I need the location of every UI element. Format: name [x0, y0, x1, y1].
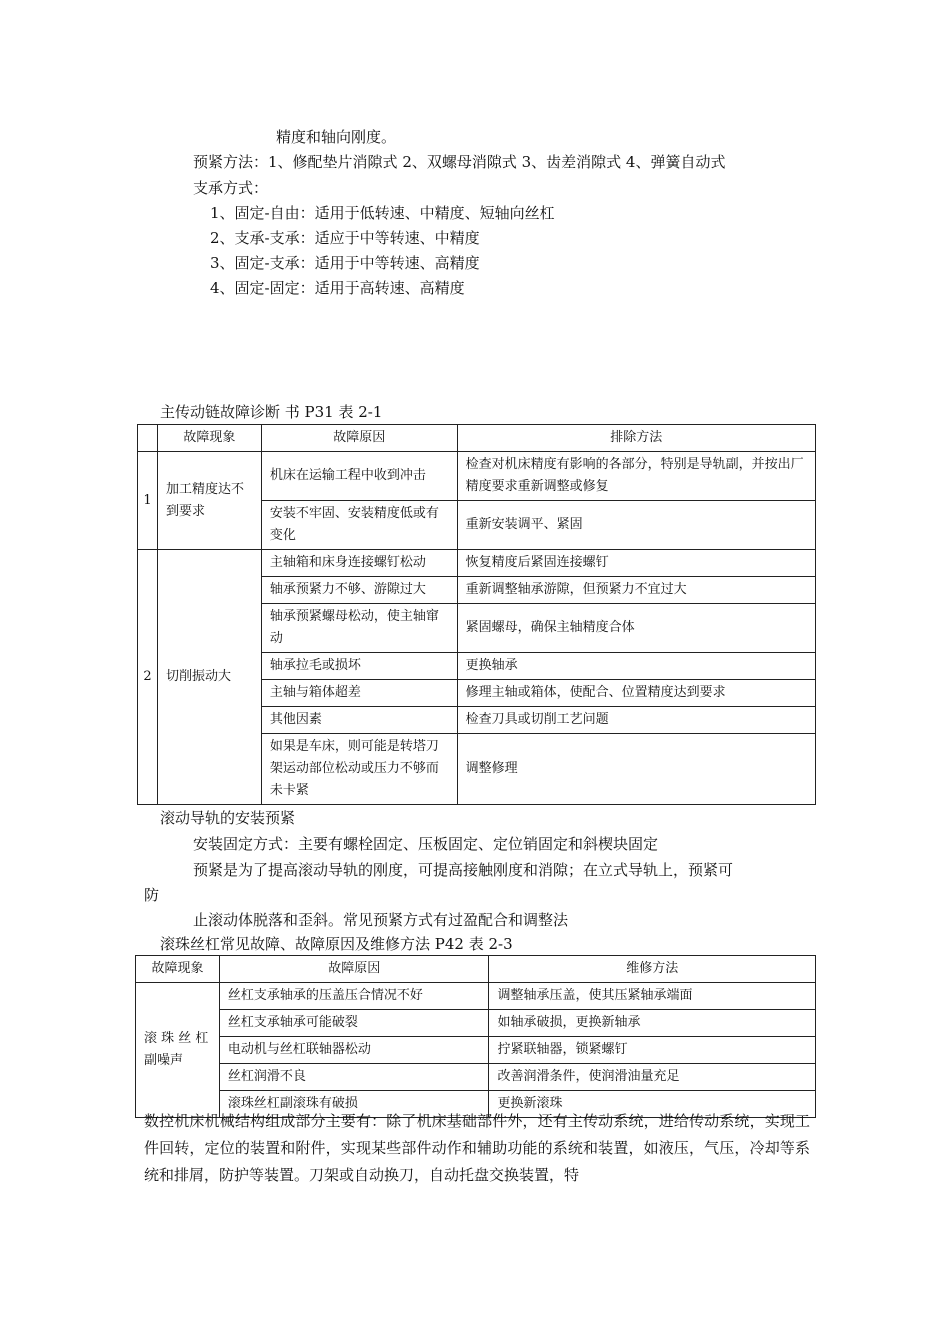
header-cell	[138, 425, 158, 452]
fix-cell: 更换轴承	[457, 653, 815, 680]
table-row	[136, 1064, 816, 1091]
text-line: 4、固定-固定：适用于高转速、高精度	[210, 279, 465, 297]
cause-cell: 电动机与丝杠联轴器松动	[219, 1037, 489, 1064]
fix-cell: 调整修理	[457, 734, 815, 805]
text-line: 精度和轴向刚度。	[276, 128, 397, 146]
fix-cell: 检查刀具或切削工艺问题	[457, 707, 815, 734]
body-paragraph: 数控机床机械结构组成部分主要有：除了机床基础部件外，还有主传动系统，进给传动系统，实现工件回转，定位的装置和附件，实现某些部件动作和辅助功能的系统和装置，如液压，气压，冷却等系统和排屑，防护等装置。刀架或自动换刀，自动托盘交换装置，特	[144, 1112, 810, 1184]
header-cell: 故障原因	[219, 956, 489, 983]
fix-cell: 更换新滚珠	[489, 1091, 816, 1118]
text-line: 止滚动体脱落和歪斜。常见预紧方式有过盈配合和调整法	[193, 911, 569, 929]
table-header-row	[138, 425, 816, 452]
table-row	[136, 1010, 816, 1037]
header-cell: 故障现象	[136, 956, 220, 983]
cause-cell: 如果是车床，则可能是转塔刀架运动部位松动或压力不够而未卡紧	[261, 734, 457, 805]
text-line: 防	[144, 886, 160, 904]
header-cell: 维修方法	[489, 956, 816, 983]
table-row	[136, 1037, 816, 1064]
fix-cell: 检查对机床精度有影响的各部分，特别是导轨副，并按出厂精度要求重新调整或修复	[457, 452, 815, 501]
text-line: 安装固定方式：主要有螺栓固定、压板固定、定位销固定和斜楔块固定	[193, 835, 659, 853]
header-cell: 排除方法	[457, 425, 815, 452]
fix-cell: 修理主轴或箱体，使配合、位置精度达到要求	[457, 680, 815, 707]
text-line: 1、固定-自由：适用于低转速、中精度、短轴向丝杠	[210, 204, 555, 222]
text-line: 3、固定-支承：适用于中等转速、高精度	[210, 254, 480, 272]
fix-cell: 拧紧联轴器，锁紧螺钉	[489, 1037, 816, 1064]
header-cell: 故障现象	[157, 425, 261, 452]
row-number: 2	[138, 550, 158, 805]
symptom-cell: 加工精度达不到要求	[157, 452, 261, 550]
table-row	[138, 550, 816, 577]
fix-cell: 改善润滑条件，使润滑油量充足	[489, 1064, 816, 1091]
symptom-cell: 滚 珠 丝 杠副噪声	[136, 983, 220, 1118]
table-caption: 滚珠丝杠常见故障、故障原因及维修方法 P42 表 2-3	[160, 935, 513, 953]
cause-cell: 主轴与箱体超差	[261, 680, 457, 707]
fix-cell: 紧固螺母，确保主轴精度合体	[457, 604, 815, 653]
fix-cell: 重新安装调平、紧固	[457, 501, 815, 550]
cause-cell: 轴承预紧力不够、游隙过大	[261, 577, 457, 604]
table-row	[138, 452, 816, 501]
table-row	[136, 983, 816, 1010]
text-line: 预紧是为了提高滚动导轨的刚度，可提高接触刚度和消隙；在立式导轨上，预紧可	[193, 861, 734, 879]
cause-cell: 其他因素	[261, 707, 457, 734]
text-line: 2、支承-支承：适应于中等转速、中精度	[210, 229, 480, 247]
cause-cell: 轴承预紧螺母松动，使主轴窜动	[261, 604, 457, 653]
fix-cell: 调整轴承压盖，使其压紧轴承端面	[489, 983, 816, 1010]
cause-cell: 丝杠支承轴承可能破裂	[219, 1010, 489, 1037]
cause-cell: 机床在运输工程中收到冲击	[261, 452, 457, 501]
cause-cell: 丝杠支承轴承的压盖压合情况不好	[219, 983, 489, 1010]
fix-cell: 如轴承破损，更换新轴承	[489, 1010, 816, 1037]
text-line: 支承方式：	[193, 179, 269, 197]
cause-cell: 安装不牢固、安装精度低或有变化	[261, 501, 457, 550]
cause-cell: 滚珠丝杠副滚珠有破损	[219, 1091, 489, 1118]
cause-cell: 轴承拉毛或损坏	[261, 653, 457, 680]
fault-table-main-drive	[137, 424, 816, 805]
row-number: 1	[138, 452, 158, 550]
header-cell: 故障原因	[261, 425, 457, 452]
section-heading: 滚动导轨的安装预紧	[160, 809, 296, 827]
fault-table-ball-screw	[135, 955, 816, 1118]
fix-cell: 重新调整轴承游隙，但预紧力不宜过大	[457, 577, 815, 604]
symptom-cell: 切削振动大	[157, 550, 261, 805]
cause-cell: 主轴箱和床身连接螺钉松动	[261, 550, 457, 577]
fix-cell: 恢复精度后紧固连接螺钉	[457, 550, 815, 577]
table-header-row	[136, 956, 816, 983]
text-line: 预紧方法：1、修配垫片消隙式 2、双螺母消隙式 3、齿差消隙式 4、弹簧自动式	[193, 153, 726, 171]
cause-cell: 丝杠润滑不良	[219, 1064, 489, 1091]
table-caption: 主传动链故障诊断 书 P31 表 2-1	[160, 403, 383, 421]
